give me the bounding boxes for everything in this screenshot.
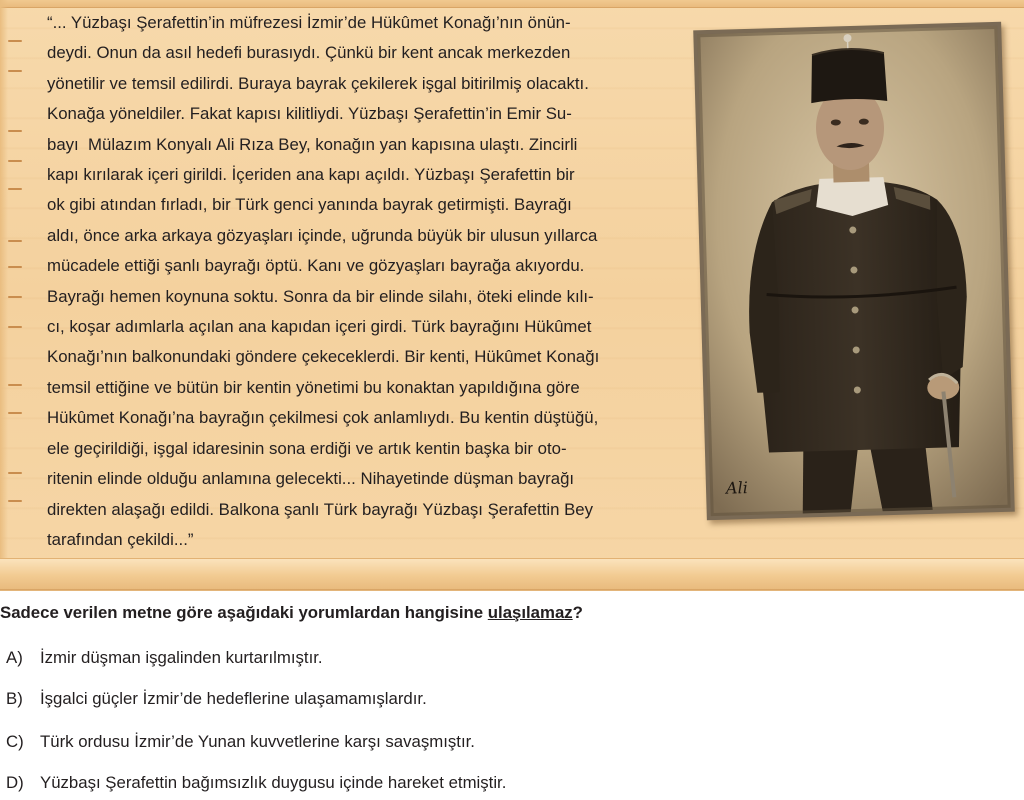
peg-decoration bbox=[8, 384, 22, 386]
passage-line: ok gibi atından fırladı, bir Türk genci yanında bayrak getirmişti. Bayrağı bbox=[47, 195, 572, 215]
option-c[interactable] bbox=[6, 732, 475, 752]
board-left-edge bbox=[0, 0, 8, 560]
option-d[interactable] bbox=[6, 773, 506, 793]
peg-decoration bbox=[8, 70, 22, 72]
passage-line: direkten alaşağı edildi. Balkona şanlı Türk bayrağı Yüzbaşı Şerafettin Bey bbox=[47, 499, 594, 519]
passage-line: “... Yüzbaşı Şerafettin’in müfrezesi İzmir’de Hükûmet Konağı’nın önün- bbox=[47, 13, 571, 32]
passage-line: yönetilir ve temsil edilirdi. Buraya bayrak çekilerek işgal bitirilmiş olacaktı. bbox=[47, 73, 589, 93]
option-text: Yüzbaşı Şerafettin bağımsızlık duygusu içinde hareket etmiştir. bbox=[40, 773, 507, 792]
option-letter: D) bbox=[6, 773, 24, 792]
passage-line: Konağı’nın balkonundaki göndere çekeceklerdi. Bir kenti, Hükûmet Konağı bbox=[47, 347, 600, 367]
question-text-before: Sadece verilen metne göre aşağıdaki yorumlardan hangisine bbox=[0, 603, 488, 622]
question-text-after: ? bbox=[572, 603, 583, 622]
passage-line: deydi. Onun da asıl hedefi burasıydı. Çünkü bir kent ancak merkezden bbox=[47, 43, 571, 63]
board-bottom-rail bbox=[0, 558, 1024, 590]
board-top-rail bbox=[0, 0, 1024, 8]
peg-decoration bbox=[8, 130, 22, 132]
option-b[interactable] bbox=[6, 689, 427, 709]
passage-line: Bayrağı hemen koynuna soktu. Sonra da bir elinde silahı, öteki elinde kılı- bbox=[47, 286, 594, 306]
passage-line: kapı kırılarak içeri girildi. İçeriden ana kapı açıldı. Yüzbaşı Şerafettin bir bbox=[47, 165, 575, 185]
option-letter: B) bbox=[6, 689, 23, 708]
option-text: İşgalci güçler İzmir’de hedeflerine ulaşamamışlardır. bbox=[40, 689, 427, 708]
option-letter: C) bbox=[6, 732, 24, 751]
passage-line: temsil ettiğine ve bütün bir kentin yönetimi bu konaktan yapıldığına göre bbox=[47, 377, 580, 397]
option-text: Türk ordusu İzmir’de Yunan kuvvetlerine karşı savaşmıştır. bbox=[40, 732, 475, 751]
passage-text bbox=[47, 8, 678, 555]
passage-line: tarafından çekildi...” bbox=[47, 529, 194, 549]
passage-line: aldı, önce arka arkaya gözyaşları içinde, uğrunda büyük bir ulusun yıllarca bbox=[47, 225, 598, 245]
question-text bbox=[0, 603, 583, 623]
passage-line: ele geçirildiği, işgal idaresinin sona erdiği ve artık kentin başka bir oto- bbox=[47, 438, 567, 458]
passage-line: mücadele ettiği şanlı bayrağı öptü. Kanı ve gözyaşları bayrağa akıyordu. bbox=[47, 256, 585, 276]
peg-decoration bbox=[8, 296, 22, 298]
peg-decoration bbox=[8, 40, 22, 42]
peg-decoration bbox=[8, 472, 22, 474]
peg-decoration bbox=[8, 188, 22, 190]
passage-line: Hükûmet Konağı’na bayrağın çekilmesi çok anlamlıydı. Bu kentin düştüğü, bbox=[47, 408, 599, 428]
passage-line: cı, koşar adımlarla açılan ana kapıdan içeri girdi. Türk bayrağını Hükûmet bbox=[47, 317, 592, 337]
passage-line: bayı Mülazım Konyalı Ali Rıza Bey, konağın yan kapısına ulaştı. Zincirli bbox=[47, 134, 578, 154]
passage-line: ritenin elinde olduğu anlamına gelecekti... Nihayetinde düşman bayrağı bbox=[47, 469, 575, 489]
passage-line: Konağa yöneldiler. Fakat kapısı kilitliydi. Yüzbaşı Şerafettin’in Emir Su- bbox=[47, 104, 572, 124]
question-underlined-word: ulaşılamaz bbox=[487, 603, 573, 622]
photo-signature: Ali bbox=[725, 478, 749, 498]
option-letter: A) bbox=[6, 648, 23, 667]
officer-portrait-photo bbox=[693, 22, 1015, 520]
option-a[interactable] bbox=[6, 648, 323, 668]
peg-decoration bbox=[8, 266, 22, 268]
peg-decoration bbox=[8, 240, 22, 242]
option-text: İzmir düşman işgalinden kurtarılmıştır. bbox=[40, 648, 323, 667]
peg-decoration bbox=[8, 412, 22, 414]
peg-decoration bbox=[8, 160, 22, 162]
peg-decoration bbox=[8, 326, 22, 328]
peg-decoration bbox=[8, 500, 22, 502]
portrait-image bbox=[697, 26, 1010, 516]
